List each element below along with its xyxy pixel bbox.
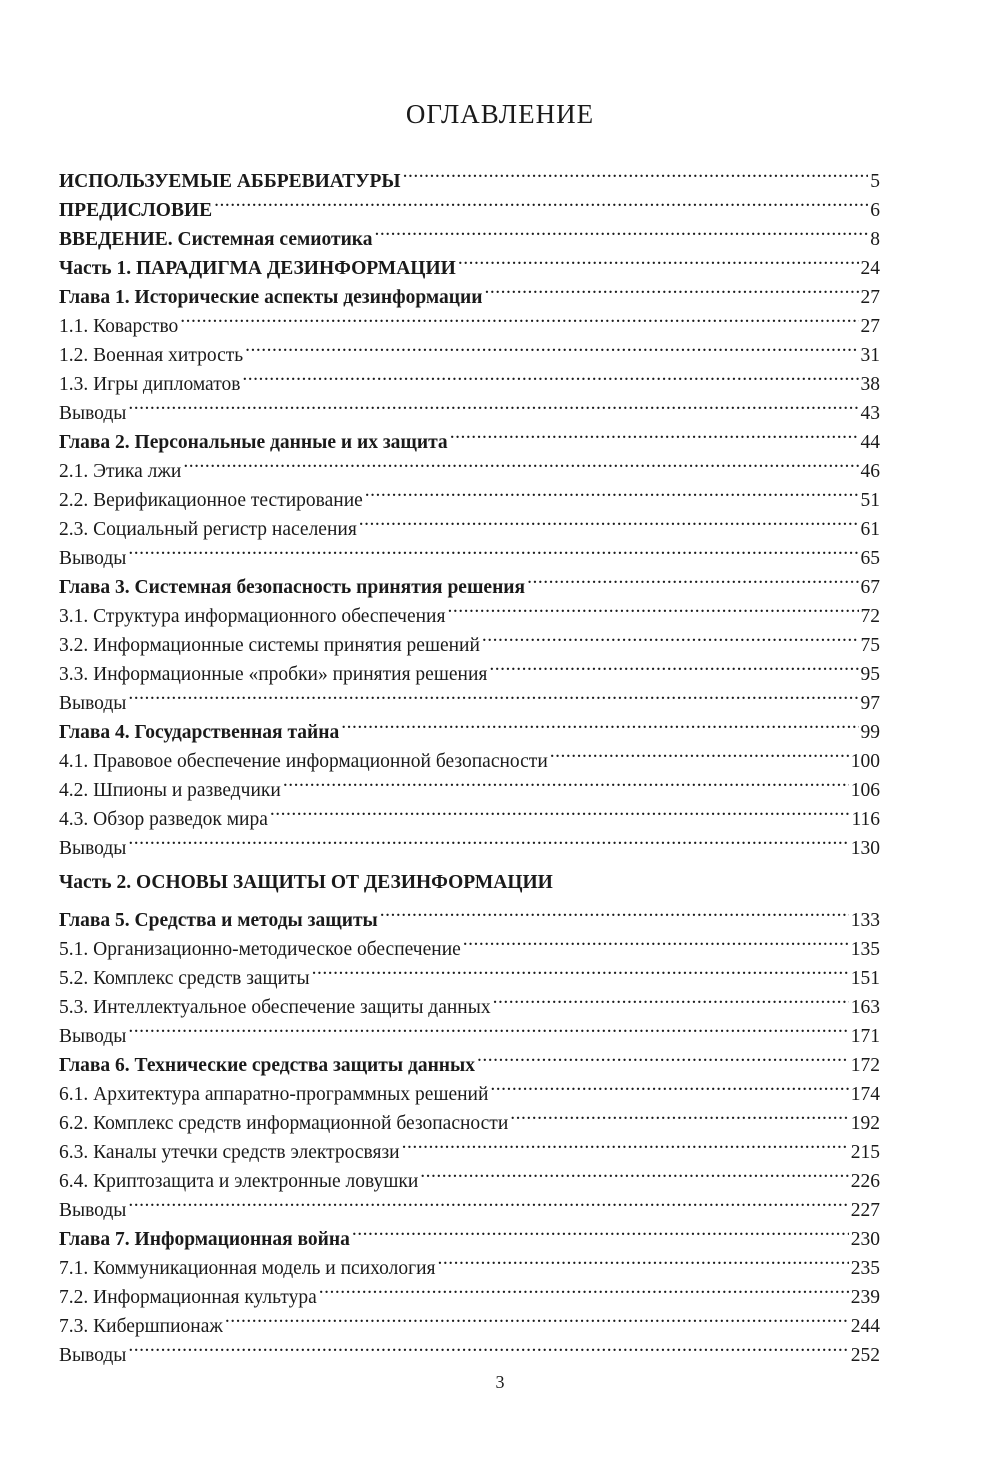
dot-leader: [403, 158, 869, 187]
dot-leader: [352, 1216, 849, 1245]
toc-entry[interactable]: [59, 897, 880, 931]
toc-entry-title: ИСПОЛЬЗУЕМЫЕ АББРЕВИАТУРЫ: [59, 171, 401, 192]
toc-entry-page: 65: [860, 548, 880, 569]
toc-entry[interactable]: [59, 535, 880, 569]
dot-leader: [245, 332, 858, 361]
dot-leader: [214, 187, 868, 216]
toc-entry[interactable]: [59, 1187, 880, 1221]
toc-entry-page: 171: [850, 1026, 880, 1047]
dot-leader: [365, 477, 859, 506]
toc-entry[interactable]: [59, 709, 880, 743]
toc-entry-title: Выводы: [59, 403, 127, 424]
toc-entry-title: 5.1. Организационно-методическое обеспечение: [59, 939, 461, 960]
toc-entry-title: ПРЕДИСЛОВИЕ: [59, 200, 213, 221]
toc-entry-title: 4.1. Правовое обеспечение информационной безопасности: [59, 751, 548, 772]
toc-entry-title: 4.3. Обзор разведок мира: [59, 809, 268, 830]
dot-leader: [341, 709, 858, 738]
toc-entry-title: 1.2. Военная хитрость: [59, 345, 244, 366]
toc-entry-page: 151: [850, 968, 880, 989]
toc-entry[interactable]: [59, 680, 880, 714]
toc-entry-page: 46: [860, 461, 880, 482]
dot-leader: [490, 1071, 848, 1100]
page-title: ОГЛАВЛЕНИЕ: [405, 99, 595, 129]
toc-entry[interactable]: [59, 825, 880, 859]
toc-entry-page: 174: [850, 1084, 880, 1105]
toc-entry-page: 27: [860, 316, 880, 337]
toc-entry-page: 72: [860, 606, 880, 627]
toc-entry-title: 2.3. Социальный регистр населения: [59, 519, 357, 540]
toc-entry[interactable]: [59, 303, 880, 337]
dot-leader: [180, 303, 858, 332]
page-number: 3: [495, 1372, 505, 1392]
dot-leader: [402, 1129, 849, 1158]
dot-leader: [283, 767, 849, 796]
dot-leader: [527, 564, 858, 593]
toc-entry-title: 6.3. Каналы утечки средств электросвязи: [59, 1142, 400, 1163]
dot-leader: [438, 1245, 849, 1274]
toc-entry-title: Глава 3. Системная безопасность принятия решения: [59, 577, 526, 598]
dot-leader: [482, 622, 859, 651]
toc-entry-title: 3.2. Информационные системы принятия решений: [59, 635, 480, 656]
toc-entry-title: 7.1. Коммуникационная модель и психология: [59, 1258, 436, 1279]
toc-entry-page: 227: [850, 1200, 880, 1221]
toc-entry-title: Глава 6. Технические средства защиты данных: [59, 1055, 476, 1076]
toc-entry-title: 2.1. Этика лжи: [59, 461, 182, 482]
toc-entry-page: 95: [860, 664, 880, 685]
dot-leader: [128, 825, 848, 854]
dot-leader: [128, 535, 858, 564]
toc-entry[interactable]: [59, 868, 880, 897]
toc-entry-title: Глава 2. Персональные данные и их защита: [59, 432, 448, 453]
dot-leader: [128, 1187, 848, 1216]
toc-entry-title: 7.3. Кибершпионаж: [59, 1316, 223, 1337]
toc-entry[interactable]: [59, 1042, 880, 1076]
dot-leader: [359, 506, 859, 535]
toc-entry-page: 24: [860, 258, 880, 279]
toc-entry-title: 1.1. Коварство: [59, 316, 179, 337]
toc-entry-title: ВВЕДЕНИЕ. Системная семиотика: [59, 229, 373, 250]
dot-leader: [225, 1303, 849, 1332]
dot-leader: [550, 738, 849, 767]
dot-leader: [128, 1332, 848, 1361]
toc-entry-page: 44: [860, 432, 880, 453]
toc-entry-page: 244: [850, 1316, 880, 1337]
dot-leader: [380, 897, 849, 926]
dot-leader: [312, 955, 849, 984]
toc-entry-title: Глава 5. Средства и методы защиты: [59, 910, 378, 931]
toc-entry-page: 31: [860, 345, 880, 366]
toc-entry-title: 6.1. Архитектура аппаратно-программных решений: [59, 1084, 489, 1105]
dot-leader: [463, 926, 849, 955]
toc-entry-page: 43: [860, 403, 880, 424]
toc-entry[interactable]: [59, 419, 880, 453]
toc-entry-page: 230: [850, 1229, 880, 1250]
dot-leader: [128, 1013, 848, 1042]
dot-leader: [420, 1158, 848, 1187]
toc-entry-title: Глава 4. Государственная тайна: [59, 722, 340, 743]
toc-entry-page: 75: [860, 635, 880, 656]
toc-entry-page: 100: [850, 751, 880, 772]
table-of-contents: [59, 158, 880, 1366]
toc-entry[interactable]: [59, 1013, 880, 1047]
toc-entry-page: 239: [850, 1287, 880, 1308]
toc-entry-title: Выводы: [59, 1026, 127, 1047]
dot-leader: [477, 1042, 849, 1071]
toc-entry-page: 61: [860, 519, 880, 540]
toc-entry-title: 5.2. Комплекс средств защиты: [59, 968, 310, 989]
toc-entry-page: 235: [850, 1258, 880, 1279]
toc-entry-title: Глава 7. Информационная война: [59, 1229, 350, 1250]
toc-entry-title: Глава 1. Исторические аспекты дезинформации: [59, 287, 483, 308]
toc-entry-title: Выводы: [59, 838, 127, 859]
toc-entry-title: Выводы: [59, 693, 127, 714]
toc-entry-page: 38: [860, 374, 880, 395]
dot-leader: [489, 651, 858, 680]
dot-leader: [242, 361, 858, 390]
toc-entry-title: 3.3. Информационные «пробки» принятия решения: [59, 664, 488, 685]
toc-entry-page: 116: [851, 809, 880, 830]
toc-entry-page: 215: [850, 1142, 880, 1163]
toc-entry-page: 51: [860, 490, 880, 511]
dot-leader: [493, 984, 849, 1013]
toc-entry-title: 6.2. Комплекс средств информационной безопасности: [59, 1113, 509, 1134]
dot-leader: [447, 593, 858, 622]
toc-entry-page: 8: [870, 229, 880, 250]
toc-entry-title: Выводы: [59, 548, 127, 569]
toc-entry-page: 192: [850, 1113, 880, 1134]
toc-entry[interactable]: [59, 1216, 880, 1250]
toc-entry-page: 106: [850, 780, 880, 801]
toc-entry-title: 2.2. Верификационное тестирование: [59, 490, 363, 511]
toc-entry[interactable]: [59, 332, 880, 366]
dot-leader: [485, 274, 859, 303]
toc-entry-title: Выводы: [59, 1200, 127, 1221]
dot-leader: [375, 216, 869, 245]
toc-entry-page: 172: [850, 1055, 880, 1076]
toc-entry-page: 27: [860, 287, 880, 308]
toc-entry-title: 4.2. Шпионы и разведчики: [59, 780, 281, 801]
toc-entry-page: 163: [850, 997, 880, 1018]
toc-entry-title: 6.4. Криптозащита и электронные ловушки: [59, 1171, 419, 1192]
toc-entry-title: 3.1. Структура информационного обеспечения: [59, 606, 446, 627]
toc-entry-page: 135: [850, 939, 880, 960]
toc-entry-title: Выводы: [59, 1345, 127, 1366]
toc-entry-page: 252: [850, 1345, 880, 1366]
toc-entry-title: Часть 2. ОСНОВЫ ЗАЩИТЫ ОТ ДЕЗИНФОРМАЦИИ: [59, 872, 553, 893]
toc-entry-page: 5: [870, 171, 880, 192]
dot-leader: [270, 796, 850, 825]
toc-entry[interactable]: [59, 564, 880, 598]
dot-leader: [128, 680, 858, 709]
toc-entry-title: 1.3. Игры дипломатов: [59, 374, 241, 395]
toc-entry-page: 99: [860, 722, 880, 743]
toc-entry-page: 226: [850, 1171, 880, 1192]
toc-entry-page: 130: [850, 838, 880, 859]
toc-entry-title: 5.3. Интеллектуальное обеспечение защиты данных: [59, 997, 491, 1018]
toc-entry-title: 7.2. Информационная культура: [59, 1287, 317, 1308]
dot-leader: [510, 1100, 848, 1129]
dot-leader: [450, 419, 859, 448]
toc-entry[interactable]: [59, 390, 880, 424]
toc-entry[interactable]: [59, 158, 880, 192]
toc-entry-page: 6: [870, 200, 880, 221]
toc-entry-page: 97: [860, 693, 880, 714]
toc-entry-page: 133: [850, 910, 880, 931]
dot-leader: [458, 245, 859, 274]
toc-entry-page: 67: [860, 577, 880, 598]
dot-leader: [183, 448, 858, 477]
toc-entry[interactable]: [59, 1332, 880, 1366]
dot-leader: [128, 390, 858, 419]
dot-leader: [319, 1274, 849, 1303]
toc-entry-title: Часть 1. ПАРАДИГМА ДЕЗИНФОРМАЦИИ: [59, 258, 456, 279]
